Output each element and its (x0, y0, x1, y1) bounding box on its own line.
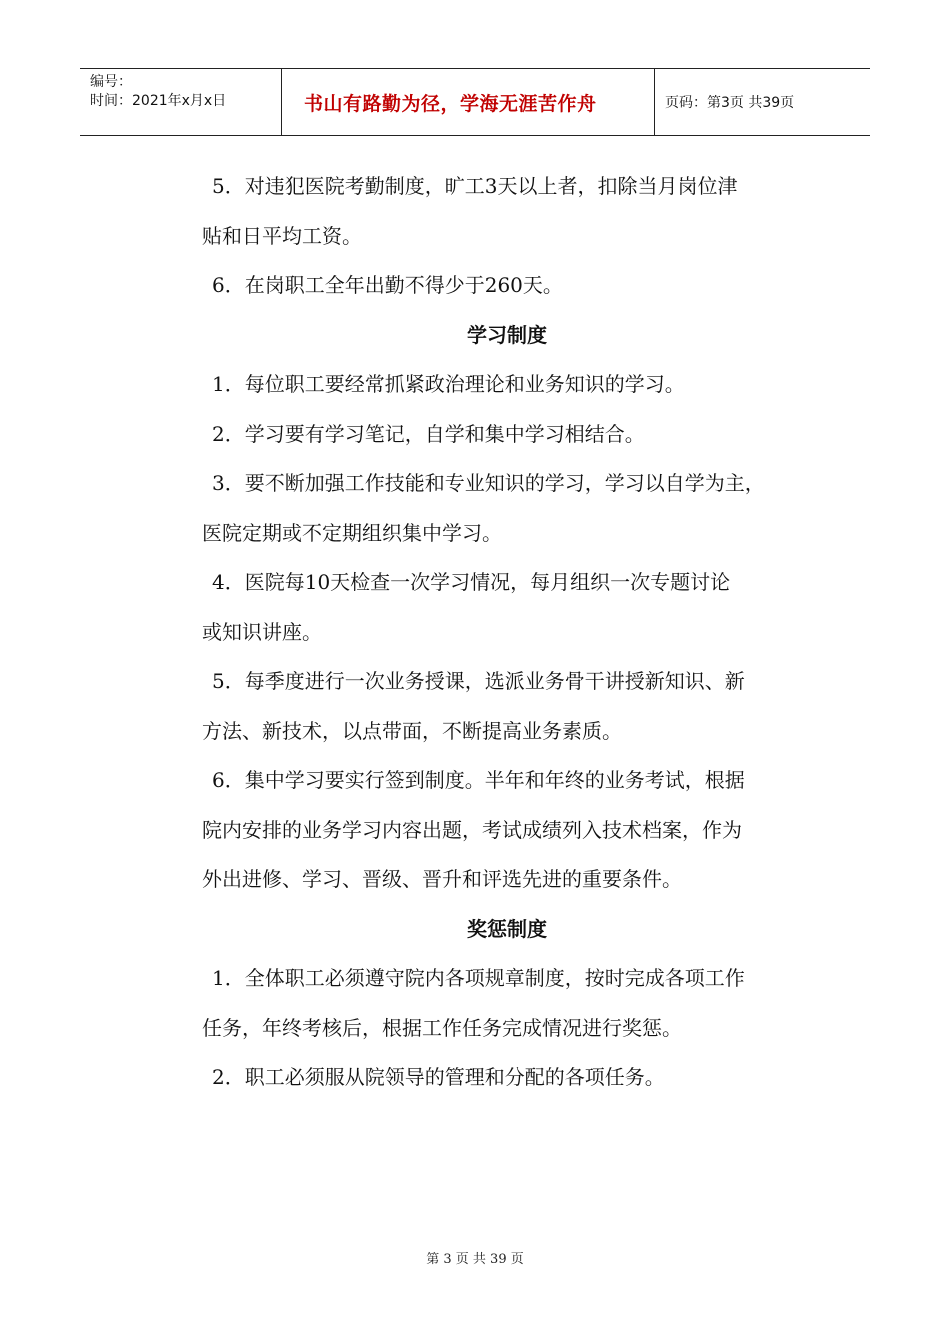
paragraph-line: 6．在岗职工全年出勤不得少于260天。 (212, 273, 563, 297)
paragraph-line: 外出进修、学习、晋级、晋升和评选先进的重要条件。 (202, 867, 682, 891)
paragraph-line: 1．全体职工必须遵守院内各项规章制度，按时完成各项工作 (212, 966, 745, 990)
header-page-info: 页码：第3页 共39页 (665, 95, 795, 111)
section-heading-study: 学习制度 (467, 322, 547, 347)
paragraph-line: 2．学习要有学习笔记，自学和集中学习相结合。 (212, 421, 645, 446)
header-motto: 书山有路勤为径，学海无涯苦作舟 (282, 69, 655, 135)
code-label: 编号： (90, 74, 132, 90)
paragraph-line: 4．医院每10天检查一次学习情况，每月组织一次专题讨论 (212, 570, 731, 594)
paragraph-line: 医院定期或不定期组织集中学习。 (202, 520, 502, 545)
paragraph-line: 任务，年终考核后，根据工作任务完成情况进行奖惩。 (202, 1015, 682, 1040)
page-header (80, 68, 870, 136)
paragraph-line: 院内安排的业务学习内容出题，考试成绩列入技术档案，作为 (202, 817, 742, 842)
paragraph-line: 1．每位职工要经常抓紧政治理论和业务知识的学习。 (212, 372, 685, 396)
paragraph-line: 3．要不断加强工作技能和专业知识的学习，学习以自学为主， (212, 471, 765, 495)
header-meta-cell (80, 69, 282, 135)
date-label: 时间：2021年x月x日 (90, 93, 227, 109)
paragraph-line: 或知识讲座。 (202, 619, 322, 644)
paragraph-line: 5．对违犯医院考勤制度，旷工3天以上者，扣除当月岗位津 (212, 174, 738, 198)
paragraph-line: 2．职工必须服从院领导的管理和分配的各项任务。 (212, 1065, 665, 1089)
document-body (202, 162, 812, 1103)
paragraph-line: 贴和日平均工资。 (202, 223, 362, 248)
section-heading-reward: 奖惩制度 (467, 916, 547, 941)
paragraph-line: 方法、新技术，以点带面，不断提高业务素质。 (202, 718, 622, 743)
page-footer: 第 3 页 共 39 页 (426, 1252, 524, 1267)
paragraph-line: 6．集中学习要实行签到制度。半年和年终的业务考试，根据 (212, 768, 745, 792)
paragraph-line: 5．每季度进行一次业务授课，选派业务骨干讲授新知识、新 (212, 669, 745, 693)
